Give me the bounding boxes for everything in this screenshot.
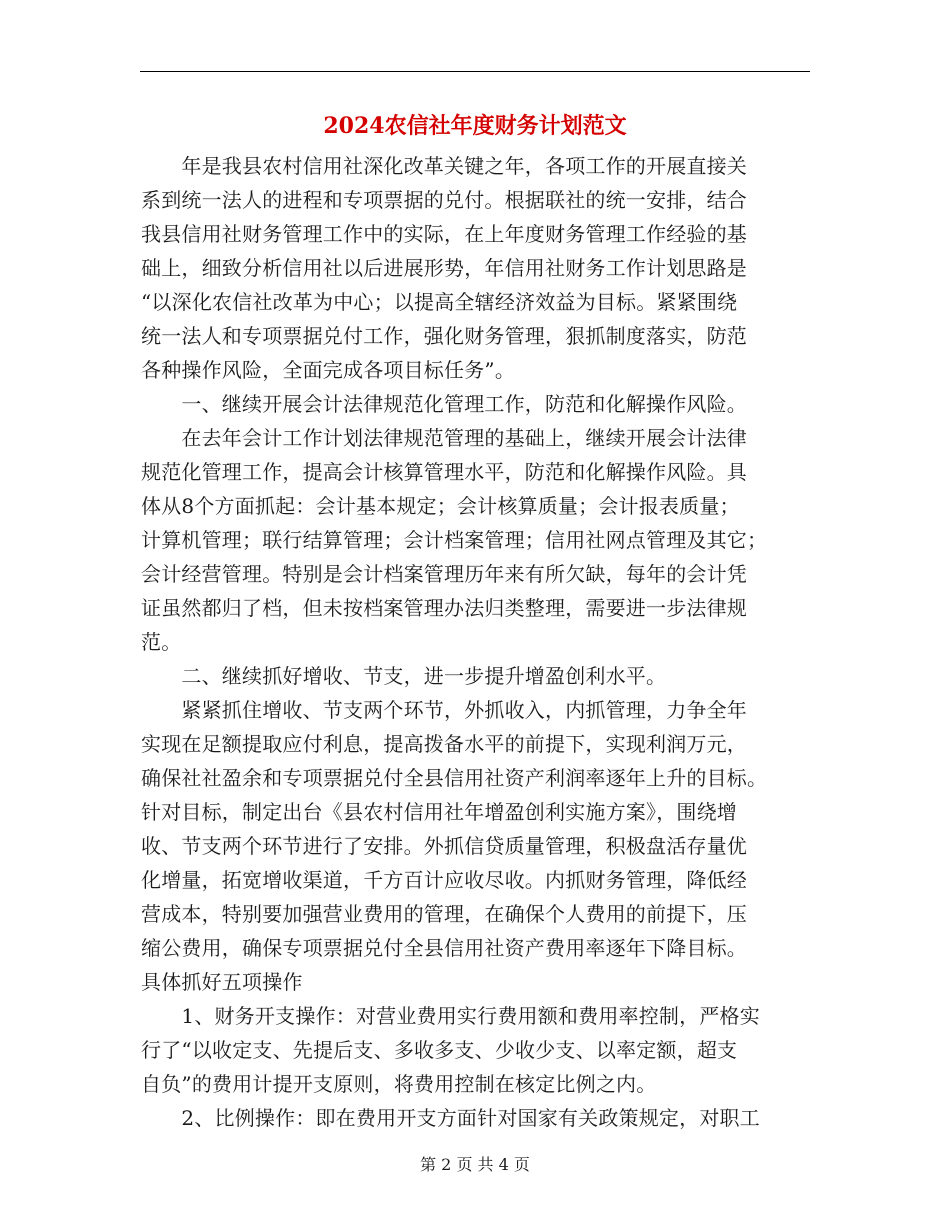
body-line: 体从8个方面抓起：会计基本规定；会计核算质量；会计报表质量； — [141, 494, 740, 518]
header-rule — [140, 71, 810, 72]
body-line: 具体抓好五项操作 — [141, 970, 303, 994]
body-line: 2、比例操作：即在费用开支方面针对国家有关政策规定，对职工 — [141, 1106, 760, 1130]
document-body — [141, 149, 811, 1135]
body-line: 自负”的费用计提开支原则，将费用控制在核定比例之内。 — [141, 1072, 657, 1096]
body-line: “以深化农信社改革为中心；以提高全辖经济效益为目标。紧紧围绕 — [141, 290, 738, 314]
body-line: 1、财务开支操作：对营业费用实行费用额和费用率控制，严格实 — [141, 1004, 760, 1028]
document-title: 2024农信社年度财务计划范文 — [323, 113, 627, 139]
body-line: 营成本，特别要加强营业费用的管理，在确保个人费用的前提下，压 — [141, 902, 747, 926]
body-line: 针对目标，制定出台《县农村信用社年增盈创利实施方案》，围绕增 — [141, 800, 737, 824]
body-line: 确保社社盈余和专项票据兑付全县信用社资产利润率逐年上升的目标。 — [141, 766, 768, 790]
body-line: 证虽然都归了档，但未按档案管理办法归类整理，需要进一步法律规 — [141, 596, 747, 620]
body-line: 缩公费用，确保专项票据兑付全县信用社资产费用率逐年下降目标。 — [141, 936, 747, 960]
body-line: 础上，细致分析信用社以后进展形势，年信用社财务工作计划思路是 — [141, 256, 747, 280]
body-line: 统一法人和专项票据兑付工作，强化财务管理，狠抓制度落实，防范 — [141, 324, 747, 348]
body-line: 计算机管理；联行结算管理；会计档案管理；信用社网点管理及其它； — [141, 528, 768, 552]
body-line: 会计经营管理。特别是会计档案管理历年来有所欠缺，每年的会计凭 — [141, 562, 747, 586]
body-line: 行了“以收定支、先提后支、多收多支、少收少支、以率定额，超支 — [141, 1038, 738, 1062]
body-line: 我县信用社财务管理工作中的实际，在上年度财务管理工作经验的基 — [141, 222, 747, 246]
body-line: 化增量，拓宽增收渠道，千方百计应收尽收。内抓财务管理，降低经 — [141, 868, 747, 892]
body-line: 系到统一法人的进程和专项票据的兑付。根据联社的统一安排，结合 — [141, 188, 747, 212]
body-line: 规范化管理工作，提高会计核算管理水平，防范和化解操作风险。具 — [141, 460, 747, 484]
page-number: 第 2 页 共 4 页 — [420, 1155, 530, 1174]
section-heading: 一、继续开展会计法律规范化管理工作，防范和化解操作风险。 — [141, 392, 747, 416]
body-line: 在去年会计工作计划法律规范管理的基础上，继续开展会计法律 — [141, 426, 747, 450]
body-line: 收、节支两个环节进行了安排。外抓信贷质量管理，积极盘活存量优 — [141, 834, 747, 858]
body-line: 范。 — [141, 630, 182, 654]
section-heading: 二、继续抓好增收、节支，进一步提升增盈创利水平。 — [141, 664, 667, 688]
body-line: 各种操作风险，全面完成各项目标任务”。 — [141, 358, 516, 382]
body-line: 紧紧抓住增收、节支两个环节，外抓收入，内抓管理，力争全年 — [141, 698, 747, 722]
body-line: 实现在足额提取应付利息，提高拨备水平的前提下，实现利润万元， — [141, 732, 747, 756]
body-line: 年是我县农村信用社深化改革关键之年，各项工作的开展直接关 — [141, 154, 747, 178]
